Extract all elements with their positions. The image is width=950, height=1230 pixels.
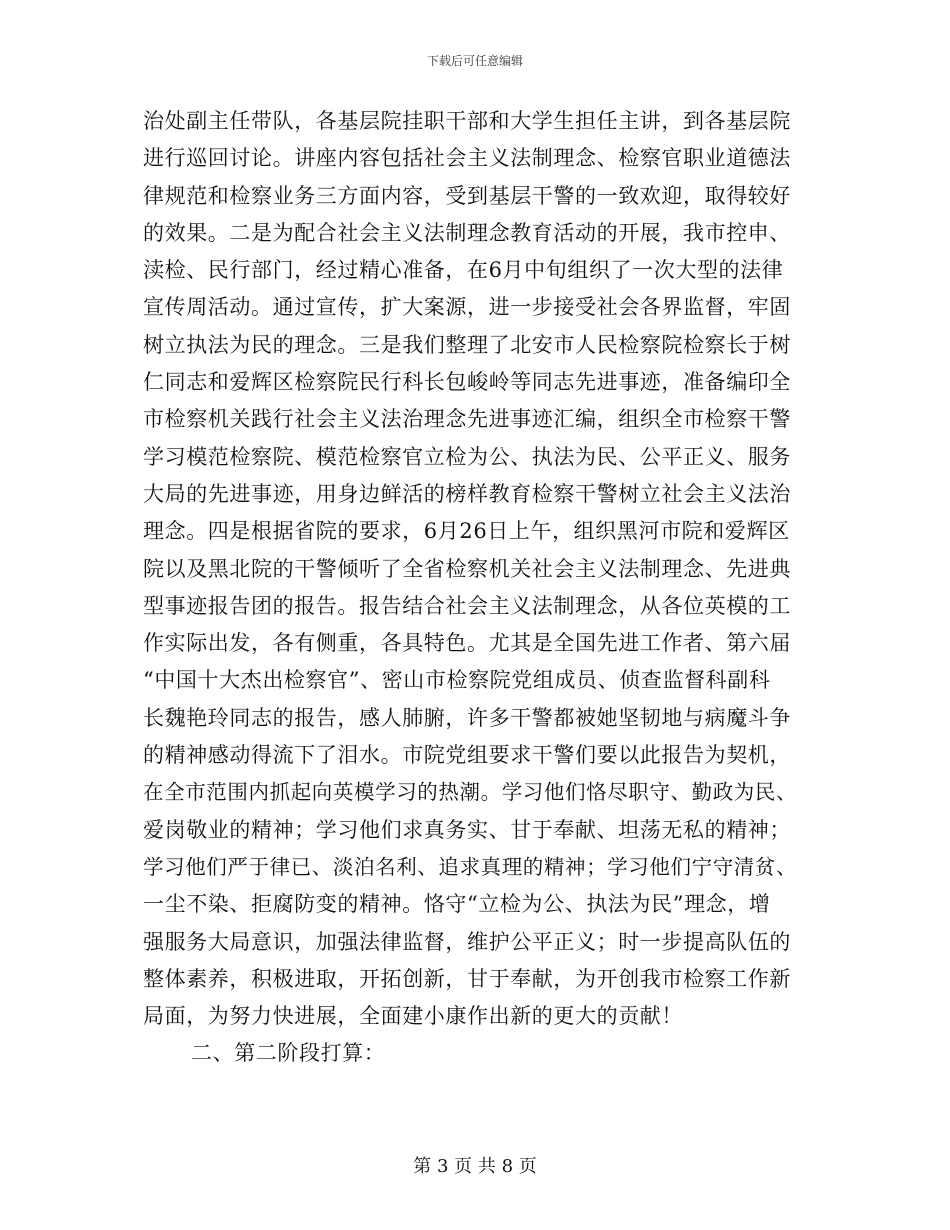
paragraph-line: 律规范和检察业务三方面内容，受到基层干警的一致欢迎，取得较好 bbox=[143, 183, 791, 208]
page-header: 下载后可任意编辑 bbox=[426, 54, 523, 68]
paragraph-line: 树立执法为民的理念。三是我们整理了北安市人民检察院检察长于树 bbox=[143, 332, 791, 357]
paragraph-line: 进行巡回讨论。讲座内容包括社会主义法制理念、检察官职业道德法 bbox=[143, 146, 791, 171]
paragraph-line: 学习他们严于律已、淡泊名利、追求真理的精神；学习他们宁守清贫、 bbox=[143, 854, 798, 879]
paragraph-line: 理念。四是根据省院的要求，6月26日上午，组织黑河市院和爱辉区 bbox=[143, 519, 790, 544]
paragraph-line: 型事迹报告团的报告。报告结合社会主义法制理念，从各位英模的工 bbox=[143, 593, 791, 618]
paragraph-line: 仁同志和爱辉区检察院民行科长包峻岭等同志先进事迹，准备编印全 bbox=[143, 370, 791, 395]
paragraph-line: 作实际出发，各有侧重，各具特色。尤其是全国先进工作者、第六届 bbox=[143, 631, 791, 656]
body-text bbox=[143, 103, 811, 1073]
page-number: 第 3 页 共 8 页 bbox=[413, 1156, 537, 1177]
paragraph-line: 强服务大局意识，加强法律监督，维护公平正义；时一步提高队伍的 bbox=[143, 929, 791, 954]
paragraph-line: 宣传周活动。通过宣传，扩大案源，进一步接受社会各界监督，牢固 bbox=[143, 295, 791, 320]
paragraph-line: 渎检、民行部门，经过精心准备，在6月中旬组织了一次大型的法律 bbox=[143, 258, 784, 283]
paragraph-line: 在全市范围内抓起向英模学习的热潮。学习他们恪尽职守、勤政为民、 bbox=[143, 780, 798, 805]
paragraph-line: 爱岗敬业的精神；学习他们求真务实、甘于奉献、坦荡无私的精神； bbox=[143, 817, 791, 842]
paragraph-line: 治处副主任带队，各基层院挂职干部和大学生担任主讲，到各基层院 bbox=[143, 109, 791, 133]
paragraph-line: 院以及黑北院的干警倾听了全省检察机关社会主义法制理念、先进典 bbox=[143, 556, 791, 581]
paragraph-line: 学习模范检察院、模范检察官立检为公、执法为民、公平正义、服务 bbox=[143, 444, 791, 469]
paragraph-line: 的精神感动得流下了泪水。市院党组要求干警们要以此报告为契机， bbox=[143, 743, 791, 768]
paragraph-line: 整体素养，积极进取，开拓创新，甘于奉献，为开创我市检察工作新 bbox=[143, 966, 791, 991]
paragraph-line: 市检察机关践行社会主义法治理念先进事迹汇编，组织全市检察干警 bbox=[143, 407, 791, 432]
paragraph-line: 大局的先进事迹，用身边鲜活的榜样教育检察干警树立社会主义法治 bbox=[143, 481, 791, 506]
paragraph-line: “中国十大杰出检察官”、密山市检察院党组成员、侦查监督科副科 bbox=[143, 668, 771, 693]
paragraph-line: 一尘不染、拒腐防变的精神。恪守“立检为公、执法为民”理念，增 bbox=[143, 892, 771, 917]
paragraph-line: 局面，为努力快进展，全面建小康作出新的更大的贡献！ bbox=[143, 1004, 683, 1029]
section-heading: 二、第二阶段打算： bbox=[191, 1041, 386, 1066]
paragraph-line: 长魏艳玲同志的报告，感人肺腑，许多干警都被她坚韧地与病魔斗争 bbox=[143, 705, 791, 730]
paragraph-line: 的效果。二是为配合社会主义法制理念教育活动的开展，我市控申、 bbox=[143, 220, 791, 245]
